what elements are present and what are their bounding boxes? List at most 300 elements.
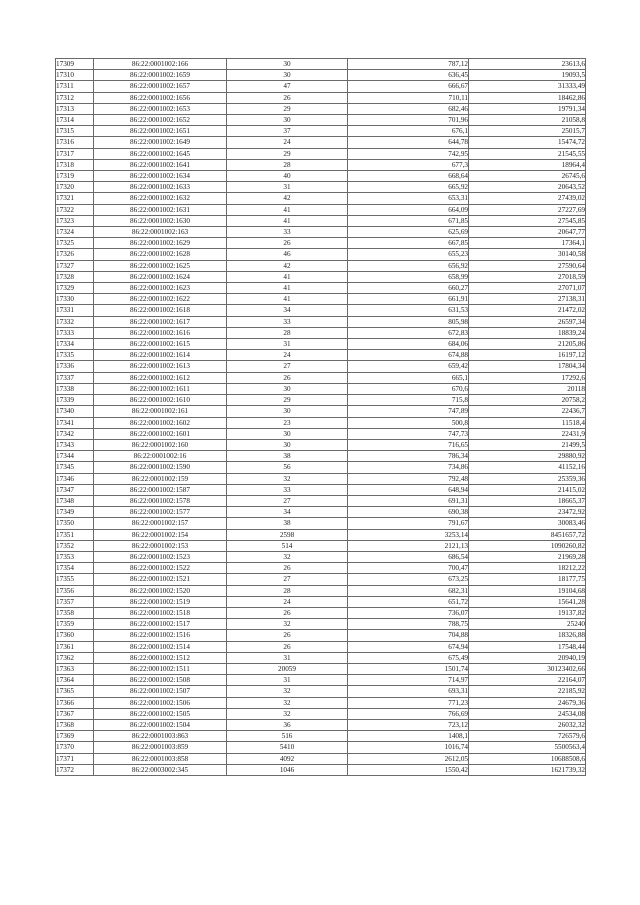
cadastral-number-cell: 86:22:0001002:1517 [94, 619, 227, 630]
cadastral-number-cell: 86:22:0001002:1615 [94, 339, 227, 350]
cadastral-value-cell: 21205,86 [469, 339, 586, 350]
cadastral-value-cell: 16197,12 [469, 350, 586, 361]
area-cell: 29 [227, 148, 348, 159]
specific-value-cell: 716,65 [348, 439, 469, 450]
cadastral-value-cell: 5500563,4 [469, 742, 586, 753]
row-number-cell: 17326 [56, 249, 94, 260]
table-row [56, 439, 586, 450]
cadastral-number-cell: 86:22:0001002:1631 [94, 204, 227, 215]
row-number-cell: 17334 [56, 339, 94, 350]
area-cell: 33 [227, 316, 348, 327]
row-number-cell: 17314 [56, 115, 94, 126]
specific-value-cell: 693,31 [348, 686, 469, 697]
area-cell: 27 [227, 361, 348, 372]
cadastral-number-cell: 86:22:0001002:1657 [94, 81, 227, 92]
row-number-cell: 17345 [56, 462, 94, 473]
cadastral-value-cell: 15641,28 [469, 596, 586, 607]
cadastral-number-cell: 86:22:0001002:1653 [94, 103, 227, 114]
row-number-cell: 17323 [56, 215, 94, 226]
table-row [56, 697, 586, 708]
table-body [56, 59, 586, 776]
row-number-cell: 17364 [56, 675, 94, 686]
specific-value-cell: 625,69 [348, 227, 469, 238]
specific-value-cell: 659,42 [348, 361, 469, 372]
table-row [56, 260, 586, 271]
area-cell: 32 [227, 686, 348, 697]
row-number-cell: 17322 [56, 204, 94, 215]
row-number-cell: 17333 [56, 327, 94, 338]
cadastral-value-cell: 17292,6 [469, 372, 586, 383]
table-row [56, 70, 586, 81]
specific-value-cell: 1016,74 [348, 742, 469, 753]
area-cell: 5410 [227, 742, 348, 753]
area-cell: 34 [227, 507, 348, 518]
row-number-cell: 17316 [56, 137, 94, 148]
area-cell: 34 [227, 305, 348, 316]
cadastral-value-cell: 10688508,6 [469, 753, 586, 764]
area-cell: 28 [227, 585, 348, 596]
cadastral-number-cell: 86:22:0001002:1622 [94, 294, 227, 305]
table-row [56, 92, 586, 103]
table-row [56, 417, 586, 428]
row-number-cell: 17339 [56, 395, 94, 406]
cadastral-number-cell: 86:22:0001002:1508 [94, 675, 227, 686]
specific-value-cell: 792,48 [348, 473, 469, 484]
row-number-cell: 17350 [56, 518, 94, 529]
specific-value-cell: 787,12 [348, 59, 469, 70]
specific-value-cell: 805,98 [348, 316, 469, 327]
cadastral-number-cell: 86:22:0001002:1641 [94, 159, 227, 170]
table-row [56, 607, 586, 618]
area-cell: 30 [227, 439, 348, 450]
specific-value-cell: 766,69 [348, 708, 469, 719]
area-cell: 31 [227, 339, 348, 350]
area-cell: 26 [227, 641, 348, 652]
table-row [56, 283, 586, 294]
row-number-cell: 17348 [56, 495, 94, 506]
cadastral-value-cell: 18665,37 [469, 495, 586, 506]
row-number-cell: 17337 [56, 372, 94, 383]
cadastral-number-cell: 86:22:0001002:1613 [94, 361, 227, 372]
area-cell: 26 [227, 607, 348, 618]
row-number-cell: 17321 [56, 193, 94, 204]
row-number-cell: 17336 [56, 361, 94, 372]
table-row [56, 675, 586, 686]
cadastral-value-cell: 20758,2 [469, 395, 586, 406]
cadastral-number-cell: 86:22:0001002:159 [94, 473, 227, 484]
specific-value-cell: 2612,05 [348, 753, 469, 764]
cadastral-value-cell: 17804,34 [469, 361, 586, 372]
cadastral-number-cell: 86:22:0001002:1625 [94, 260, 227, 271]
area-cell: 33 [227, 227, 348, 238]
table-row [56, 395, 586, 406]
area-cell: 2598 [227, 529, 348, 540]
cadastral-value-cell: 17548,44 [469, 641, 586, 652]
cadastral-number-cell: 86:22:0001002:1633 [94, 182, 227, 193]
cadastral-value-cell: 31333,49 [469, 81, 586, 92]
cadastral-value-cell: 25359,36 [469, 473, 586, 484]
cadastral-value-cell: 27071,07 [469, 283, 586, 294]
table-row [56, 249, 586, 260]
specific-value-cell: 742,95 [348, 148, 469, 159]
cadastral-number-cell: 86:22:0003002:345 [94, 764, 227, 775]
table-row [56, 753, 586, 764]
specific-value-cell: 636,45 [348, 70, 469, 81]
cadastral-value-cell: 21545,55 [469, 148, 586, 159]
cadastral-number-cell: 86:22:0001002:1611 [94, 383, 227, 394]
area-cell: 23 [227, 417, 348, 428]
cadastral-number-cell: 86:22:0001002:163 [94, 227, 227, 238]
cadastral-value-cell: 8451657,72 [469, 529, 586, 540]
row-number-cell: 17311 [56, 81, 94, 92]
cadastral-value-cell: 726579,6 [469, 731, 586, 742]
cadastral-value-cell: 26745,6 [469, 171, 586, 182]
table-row [56, 215, 586, 226]
area-cell: 38 [227, 518, 348, 529]
cadastral-value-cell: 19093,5 [469, 70, 586, 81]
specific-value-cell: 714,97 [348, 675, 469, 686]
specific-value-cell: 648,94 [348, 484, 469, 495]
specific-value-cell: 691,31 [348, 495, 469, 506]
cadastral-number-cell: 86:22:0001002:1506 [94, 697, 227, 708]
cadastral-number-cell: 86:22:0001002:1518 [94, 607, 227, 618]
cadastral-value-cell: 21058,8 [469, 115, 586, 126]
cadastral-number-cell: 86:22:0001002:153 [94, 540, 227, 551]
cadastral-value-cell: 30083,46 [469, 518, 586, 529]
row-number-cell: 17330 [56, 294, 94, 305]
table-row [56, 518, 586, 529]
table-row [56, 182, 586, 193]
cadastral-number-cell: 86:22:0001002:1507 [94, 686, 227, 697]
specific-value-cell: 644,78 [348, 137, 469, 148]
area-cell: 28 [227, 327, 348, 338]
cadastral-value-cell: 17364,1 [469, 238, 586, 249]
cadastral-number-cell: 86:22:0001002:1649 [94, 137, 227, 148]
table-row [56, 81, 586, 92]
cadastral-number-cell: 86:22:0001002:1616 [94, 327, 227, 338]
cadastral-value-cell: 27138,31 [469, 294, 586, 305]
table-row [56, 574, 586, 585]
cadastral-value-cell: 22164,07 [469, 675, 586, 686]
area-cell: 56 [227, 462, 348, 473]
area-cell: 30 [227, 70, 348, 81]
row-number-cell: 17329 [56, 283, 94, 294]
area-cell: 41 [227, 215, 348, 226]
row-number-cell: 17353 [56, 551, 94, 562]
area-cell: 26 [227, 238, 348, 249]
row-number-cell: 17335 [56, 350, 94, 361]
cadastral-value-cell: 29880,92 [469, 451, 586, 462]
table-row [56, 686, 586, 697]
row-number-cell: 17325 [56, 238, 94, 249]
cadastral-value-cell: 25240 [469, 619, 586, 630]
cadastral-number-cell: 86:22:0001002:1656 [94, 92, 227, 103]
specific-value-cell: 771,23 [348, 697, 469, 708]
row-number-cell: 17338 [56, 383, 94, 394]
cadastral-number-cell: 86:22:0001002:1505 [94, 708, 227, 719]
cadastral-value-cell: 21472,02 [469, 305, 586, 316]
specific-value-cell: 665,1 [348, 372, 469, 383]
area-cell: 26 [227, 372, 348, 383]
cadastral-number-cell: 86:22:0001002:1629 [94, 238, 227, 249]
cadastral-value-cell: 21969,28 [469, 551, 586, 562]
area-cell: 32 [227, 473, 348, 484]
cadastral-number-cell: 86:22:0001002:160 [94, 439, 227, 450]
area-cell: 32 [227, 708, 348, 719]
area-cell: 31 [227, 675, 348, 686]
cadastral-value-cell: 22431,9 [469, 428, 586, 439]
specific-value-cell: 673,25 [348, 574, 469, 585]
row-number-cell: 17367 [56, 708, 94, 719]
specific-value-cell: 677,3 [348, 159, 469, 170]
cadastral-number-cell: 86:22:0001003:859 [94, 742, 227, 753]
cadastral-number-cell: 86:22:0001002:154 [94, 529, 227, 540]
cadastral-number-cell: 86:22:0001002:1522 [94, 563, 227, 574]
cadastral-number-cell: 86:22:0001003:863 [94, 731, 227, 742]
cadastral-value-cell: 18462,86 [469, 92, 586, 103]
table-row [56, 327, 586, 338]
cadastral-number-cell: 86:22:0001002:1645 [94, 148, 227, 159]
cadastral-value-cell: 22436,7 [469, 406, 586, 417]
table-row [56, 462, 586, 473]
row-number-cell: 17315 [56, 126, 94, 137]
table-row [56, 585, 586, 596]
table-row [56, 708, 586, 719]
table-row [56, 350, 586, 361]
table-row [56, 271, 586, 282]
area-cell: 41 [227, 204, 348, 215]
table-row [56, 103, 586, 114]
row-number-cell: 17358 [56, 607, 94, 618]
area-cell: 4092 [227, 753, 348, 764]
row-number-cell: 17318 [56, 159, 94, 170]
row-number-cell: 17341 [56, 417, 94, 428]
cadastral-number-cell: 86:22:0001002:1632 [94, 193, 227, 204]
row-number-cell: 17372 [56, 764, 94, 775]
cadastral-number-cell: 86:22:0001002:1511 [94, 663, 227, 674]
cadastral-value-cell: 1090260,82 [469, 540, 586, 551]
area-cell: 32 [227, 697, 348, 708]
row-number-cell: 17312 [56, 92, 94, 103]
specific-value-cell: 658,99 [348, 271, 469, 282]
area-cell: 38 [227, 451, 348, 462]
specific-value-cell: 668,64 [348, 171, 469, 182]
specific-value-cell: 631,53 [348, 305, 469, 316]
cadastral-value-cell: 25015,7 [469, 126, 586, 137]
area-cell: 30 [227, 406, 348, 417]
table-row [56, 495, 586, 506]
row-number-cell: 17369 [56, 731, 94, 742]
table-row [56, 361, 586, 372]
row-number-cell: 17332 [56, 316, 94, 327]
table-row [56, 305, 586, 316]
area-cell: 46 [227, 249, 348, 260]
table-row [56, 529, 586, 540]
row-number-cell: 17328 [56, 271, 94, 282]
area-cell: 24 [227, 350, 348, 361]
specific-value-cell: 723,12 [348, 719, 469, 730]
row-number-cell: 17365 [56, 686, 94, 697]
area-cell: 37 [227, 126, 348, 137]
row-number-cell: 17352 [56, 540, 94, 551]
specific-value-cell: 701,96 [348, 115, 469, 126]
area-cell: 24 [227, 137, 348, 148]
cadastral-number-cell: 86:22:0001002:1652 [94, 115, 227, 126]
table-row [56, 238, 586, 249]
cadastral-number-cell: 86:22:0001003:858 [94, 753, 227, 764]
table-row [56, 630, 586, 641]
cadastral-value-cell: 26032,32 [469, 719, 586, 730]
cadastral-value-cell: 22185,92 [469, 686, 586, 697]
cadastral-value-cell: 20118 [469, 383, 586, 394]
row-number-cell: 17320 [56, 182, 94, 193]
area-cell: 42 [227, 260, 348, 271]
cadastral-number-cell: 86:22:0001002:1519 [94, 596, 227, 607]
cadastral-number-cell: 86:22:0001002:1514 [94, 641, 227, 652]
cadastral-value-cell: 18212,22 [469, 563, 586, 574]
specific-value-cell: 665,92 [348, 182, 469, 193]
cadastral-number-cell: 86:22:0001002:1618 [94, 305, 227, 316]
table-row [56, 451, 586, 462]
row-number-cell: 17354 [56, 563, 94, 574]
row-number-cell: 17317 [56, 148, 94, 159]
area-cell: 26 [227, 630, 348, 641]
specific-value-cell: 690,38 [348, 507, 469, 518]
area-cell: 20059 [227, 663, 348, 674]
table-row [56, 406, 586, 417]
cadastral-number-cell: 86:22:0001002:1521 [94, 574, 227, 585]
area-cell: 42 [227, 193, 348, 204]
row-number-cell: 17361 [56, 641, 94, 652]
cadastral-number-cell: 86:22:0001002:1651 [94, 126, 227, 137]
area-cell: 41 [227, 283, 348, 294]
row-number-cell: 17344 [56, 451, 94, 462]
table-row [56, 764, 586, 775]
area-cell: 30 [227, 59, 348, 70]
row-number-cell: 17368 [56, 719, 94, 730]
area-cell: 41 [227, 294, 348, 305]
table-row [56, 641, 586, 652]
cadastral-number-cell: 86:22:0001002:166 [94, 59, 227, 70]
specific-value-cell: 3253,14 [348, 529, 469, 540]
specific-value-cell: 660,27 [348, 283, 469, 294]
area-cell: 30 [227, 383, 348, 394]
row-number-cell: 17362 [56, 652, 94, 663]
row-number-cell: 17310 [56, 70, 94, 81]
table-row [56, 652, 586, 663]
cadastral-value-cell: 20643,52 [469, 182, 586, 193]
row-number-cell: 17366 [56, 697, 94, 708]
specific-value-cell: 675,49 [348, 652, 469, 663]
row-number-cell: 17343 [56, 439, 94, 450]
row-number-cell: 17355 [56, 574, 94, 585]
cadastral-value-cell: 23613,6 [469, 59, 586, 70]
cadastral-value-cell: 20940,19 [469, 652, 586, 663]
table-row [56, 137, 586, 148]
specific-value-cell: 674,88 [348, 350, 469, 361]
row-number-cell: 17370 [56, 742, 94, 753]
cadastral-number-cell: 86:22:0001002:1612 [94, 372, 227, 383]
cadastral-number-cell: 86:22:0001002:1634 [94, 171, 227, 182]
specific-value-cell: 786,34 [348, 451, 469, 462]
cadastral-number-cell: 86:22:0001002:1523 [94, 551, 227, 562]
area-cell: 40 [227, 171, 348, 182]
table-row [56, 563, 586, 574]
cadastral-number-cell: 86:22:0001002:1504 [94, 719, 227, 730]
specific-value-cell: 500,8 [348, 417, 469, 428]
cadastral-number-cell: 86:22:0001002:1623 [94, 283, 227, 294]
row-number-cell: 17327 [56, 260, 94, 271]
area-cell: 30 [227, 115, 348, 126]
table-row [56, 383, 586, 394]
cadastral-number-cell: 86:22:0001002:1610 [94, 395, 227, 406]
cadastral-value-cell: 24534,08 [469, 708, 586, 719]
specific-value-cell: 653,31 [348, 193, 469, 204]
row-number-cell: 17371 [56, 753, 94, 764]
table-row [56, 204, 586, 215]
row-number-cell: 17351 [56, 529, 94, 540]
specific-value-cell: 684,06 [348, 339, 469, 350]
row-number-cell: 17324 [56, 227, 94, 238]
specific-value-cell: 734,86 [348, 462, 469, 473]
table-row [56, 115, 586, 126]
specific-value-cell: 1501,74 [348, 663, 469, 674]
cadastral-value-cell: 11518,4 [469, 417, 586, 428]
cadastral-number-cell: 86:22:0001002:16 [94, 451, 227, 462]
area-cell: 41 [227, 271, 348, 282]
specific-value-cell: 672,83 [348, 327, 469, 338]
cadastral-number-cell: 86:22:0001002:1617 [94, 316, 227, 327]
cadastral-value-cell: 18839,24 [469, 327, 586, 338]
specific-value-cell: 1408,1 [348, 731, 469, 742]
specific-value-cell: 682,31 [348, 585, 469, 596]
row-number-cell: 17331 [56, 305, 94, 316]
cadastral-number-cell: 86:22:0001002:1578 [94, 495, 227, 506]
area-cell: 516 [227, 731, 348, 742]
cadastral-value-cell: 30140,58 [469, 249, 586, 260]
table-row [56, 126, 586, 137]
cadastral-value-cell: 18326,88 [469, 630, 586, 641]
table-row [56, 551, 586, 562]
table-row [56, 507, 586, 518]
table-row [56, 742, 586, 753]
cadastral-number-cell: 86:22:0001002:161 [94, 406, 227, 417]
cadastral-number-cell: 86:22:0001002:1516 [94, 630, 227, 641]
cadastral-number-cell: 86:22:0001002:1601 [94, 428, 227, 439]
row-number-cell: 17347 [56, 484, 94, 495]
cadastral-number-cell: 86:22:0001002:1590 [94, 462, 227, 473]
row-number-cell: 17309 [56, 59, 94, 70]
cadastral-number-cell: 86:22:0001002:1630 [94, 215, 227, 226]
specific-value-cell: 710,11 [348, 92, 469, 103]
row-number-cell: 17346 [56, 473, 94, 484]
cadastral-number-cell: 86:22:0001002:1577 [94, 507, 227, 518]
cadastral-value-cell: 23472,92 [469, 507, 586, 518]
area-cell: 47 [227, 81, 348, 92]
specific-value-cell: 661,91 [348, 294, 469, 305]
table-row [56, 294, 586, 305]
row-number-cell: 17356 [56, 585, 94, 596]
specific-value-cell: 656,92 [348, 260, 469, 271]
area-cell: 1046 [227, 764, 348, 775]
cadastral-value-cell: 19104,68 [469, 585, 586, 596]
area-cell: 32 [227, 551, 348, 562]
table-row [56, 731, 586, 742]
cadastral-number-cell: 86:22:0001002:1628 [94, 249, 227, 260]
specific-value-cell: 686,54 [348, 551, 469, 562]
cadastral-number-cell: 86:22:0001002:1512 [94, 652, 227, 663]
cadastral-number-cell: 86:22:0001002:1587 [94, 484, 227, 495]
